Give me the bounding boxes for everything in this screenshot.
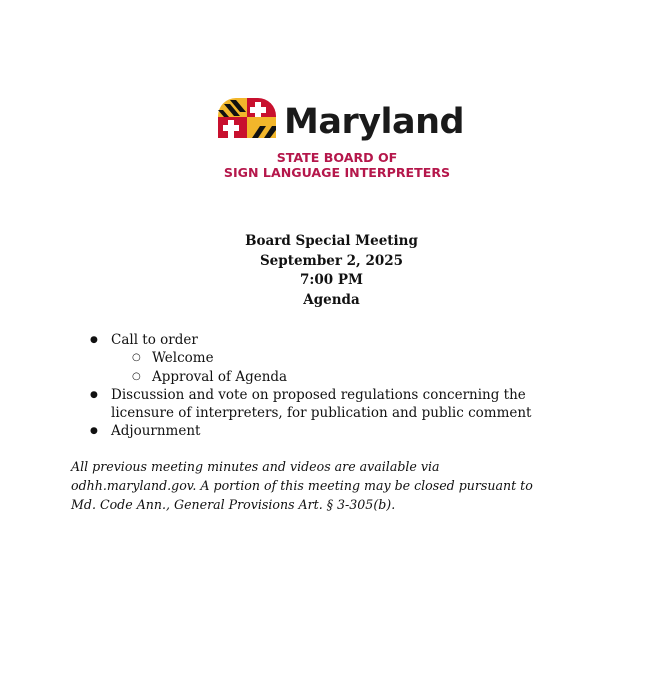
logo-wordmark: Maryland [284,102,465,142]
logo-subtitle-line2: SIGN LANGUAGE INTERPRETERS [223,165,451,180]
agenda-item [88,331,568,386]
maryland-flag-icon [216,96,278,138]
logo-subtitle-line1: STATE BOARD OF [276,150,398,165]
agenda-item [88,386,568,423]
meeting-title: Board Special Meeting [245,233,418,249]
agenda-label: Agenda [303,291,360,308]
agenda-subitem: ○ Welcome [111,349,568,367]
maryland-logo [216,96,466,180]
agenda-item-label: Discussion and vote on proposed regulations concerning the licensure of interpreters, for publication and public comment [111,386,532,422]
meeting-time: 7:00 PM [300,272,363,288]
agenda-subitem: ○ Approval of Agenda [111,368,568,386]
meeting-note: All previous meeting minutes and videos are available via odhh.maryland.gov. A portion of this meeting may be closed pursuant to Md. Code Ann., General Provisions Art. § 3-305(b). [71,459,533,512]
agenda-sublist [111,349,568,386]
agenda-item [88,422,568,440]
agenda-list [88,331,568,441]
meeting-heading [0,232,663,310]
agenda-item-label: Call to order [111,332,198,348]
meeting-date: September 2, 2025 [259,252,404,269]
agenda-item-label: Adjournment [111,423,201,440]
